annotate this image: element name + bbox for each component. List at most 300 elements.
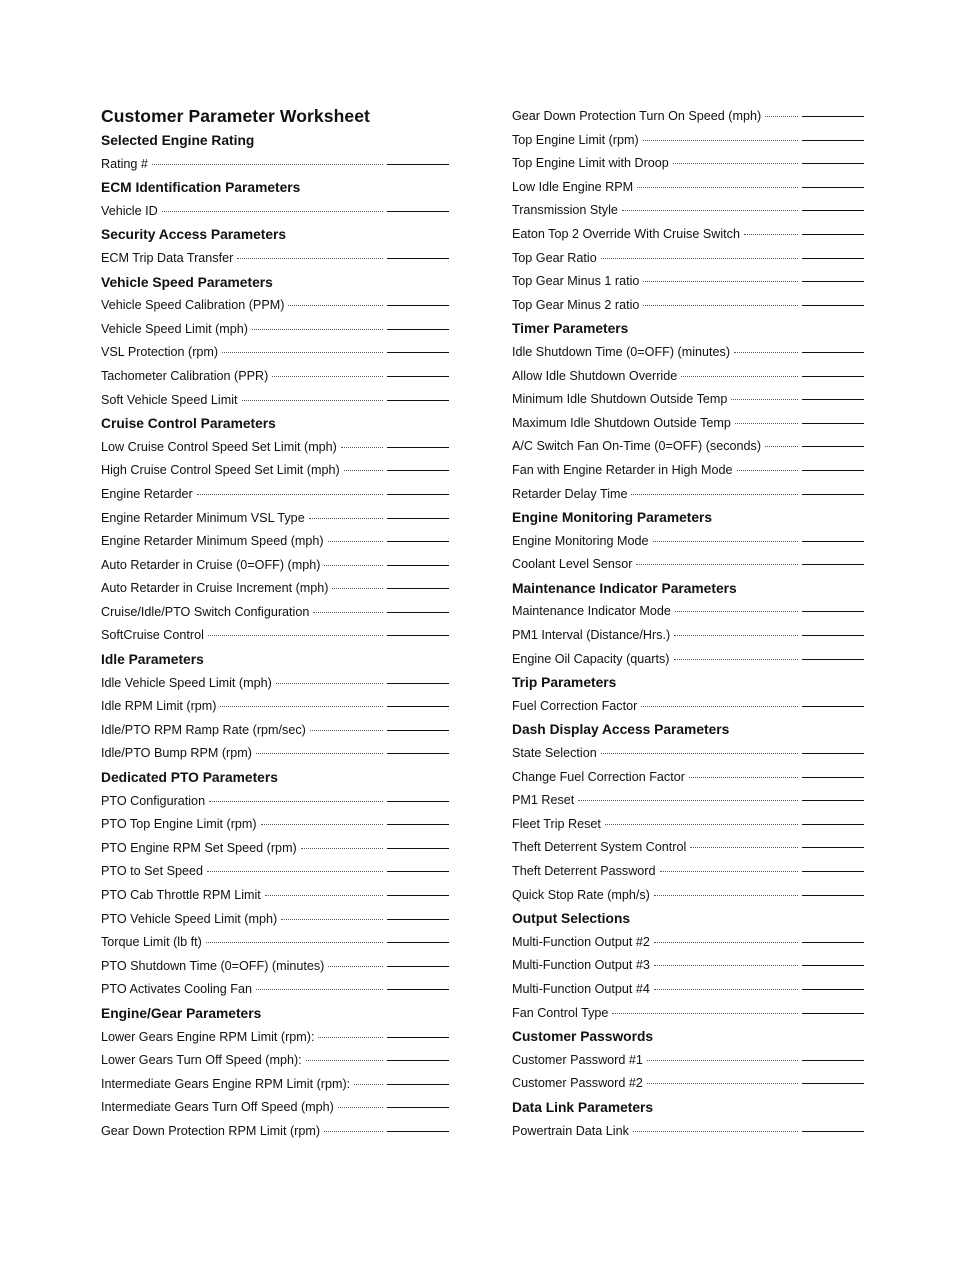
parameter-label: Lower Gears Engine RPM Limit (rpm): [101, 1029, 315, 1044]
dot-leader [162, 211, 383, 212]
dot-leader [261, 824, 383, 825]
parameter-value-blank[interactable] [387, 329, 449, 330]
parameter-row [512, 624, 864, 648]
parameter-row [101, 719, 449, 743]
dot-leader [673, 163, 798, 164]
parameter-value-blank[interactable] [802, 1083, 864, 1084]
parameter-row [101, 672, 449, 696]
parameter-label: Engine Monitoring Mode [512, 533, 649, 548]
parameter-label: PTO Engine RPM Set Speed (rpm) [101, 840, 297, 855]
dot-leader [222, 352, 383, 353]
dot-leader [653, 541, 798, 542]
parameter-label: PTO Top Engine Limit (rpm) [101, 817, 257, 832]
dot-leader [633, 1131, 798, 1132]
dot-leader [578, 800, 798, 801]
parameter-value-blank[interactable] [802, 659, 864, 660]
section-heading-timer-parameters: Timer Parameters [512, 321, 629, 337]
dot-leader [206, 942, 383, 943]
parameter-value-blank[interactable] [802, 871, 864, 872]
parameter-value-blank[interactable] [387, 612, 449, 613]
section-heading-data-link-parameters: Data Link Parameters [512, 1099, 654, 1115]
parameter-label: Vehicle Speed Calibration (PPM) [101, 298, 285, 313]
parameter-row [101, 507, 449, 531]
parameter-label: Top Gear Minus 2 ratio [512, 297, 640, 312]
parameter-row [101, 389, 449, 413]
parameter-value-blank[interactable] [387, 588, 449, 589]
dot-leader [674, 635, 798, 636]
parameter-row [512, 836, 864, 860]
parameter-value-blank[interactable] [802, 942, 864, 943]
dot-leader [689, 777, 798, 778]
parameter-row [101, 1120, 449, 1144]
parameter-row [512, 1120, 864, 1144]
dot-leader [207, 871, 383, 872]
parameter-row [101, 908, 449, 932]
parameter-row [512, 365, 864, 389]
dot-leader [309, 518, 383, 519]
parameter-label: Transmission Style [512, 203, 618, 218]
parameter-value-blank[interactable] [387, 518, 449, 519]
parameter-value-blank[interactable] [802, 281, 864, 282]
parameter-value-blank[interactable] [802, 611, 864, 612]
parameter-value-blank[interactable] [387, 1107, 449, 1108]
parameter-value-blank[interactable] [387, 164, 449, 165]
dot-leader [605, 824, 798, 825]
parameter-label: PM1 Reset [512, 793, 575, 808]
parameter-row [512, 530, 864, 554]
dot-leader [647, 1083, 798, 1084]
dot-leader [341, 447, 383, 448]
section-heading-customer-passwords: Customer Passwords [512, 1029, 654, 1045]
dot-leader [641, 706, 798, 707]
parameter-value-blank[interactable] [387, 871, 449, 872]
parameter-label: Vehicle ID [101, 203, 158, 218]
parameter-value-blank[interactable] [387, 801, 449, 802]
parameter-value-blank[interactable] [802, 564, 864, 565]
parameter-value-blank[interactable] [802, 470, 864, 471]
section-heading-dedicated-pto-parameters: Dedicated PTO Parameters [101, 770, 278, 786]
dot-leader [690, 847, 798, 848]
parameter-row [101, 601, 449, 625]
parameter-value-blank[interactable] [387, 211, 449, 212]
parameter-value-blank[interactable] [802, 777, 864, 778]
parameter-row [512, 766, 864, 790]
parameter-label: Retarder Delay Time [512, 486, 628, 501]
parameter-row [512, 483, 864, 507]
dot-leader [643, 140, 798, 141]
parameter-value-blank[interactable] [387, 730, 449, 731]
parameter-row [512, 247, 864, 271]
parameter-value-blank[interactable] [387, 494, 449, 495]
parameter-label: Low Idle Engine RPM [512, 179, 634, 194]
parameter-value-blank[interactable] [802, 494, 864, 495]
parameter-value-blank[interactable] [802, 895, 864, 896]
parameter-value-blank[interactable] [387, 258, 449, 259]
parameter-label: PTO Activates Cooling Fan [101, 982, 252, 997]
dot-leader [242, 400, 383, 401]
parameter-row [512, 176, 864, 200]
parameter-row [512, 388, 864, 412]
dot-leader [332, 588, 383, 589]
parameter-label: Multi-Function Output #4 [512, 981, 650, 996]
parameter-label: Customer Password #2 [512, 1076, 643, 1091]
parameter-value-blank[interactable] [802, 423, 864, 424]
parameter-value-blank[interactable] [802, 234, 864, 235]
parameter-value-blank[interactable] [387, 447, 449, 448]
parameter-label: Engine Retarder Minimum Speed (mph) [101, 534, 324, 549]
parameter-value-blank[interactable] [387, 305, 449, 306]
dot-leader [765, 116, 798, 117]
parameter-label: Auto Retarder in Cruise Increment (mph) [101, 581, 329, 596]
section-heading-cruise-control-parameters: Cruise Control Parameters [101, 416, 276, 432]
parameter-label: Change Fuel Correction Factor [512, 769, 685, 784]
section-heading-trip-parameters: Trip Parameters [512, 675, 617, 691]
dot-leader [208, 635, 383, 636]
parameter-label: Soft Vehicle Speed Limit [101, 392, 238, 407]
parameter-row [512, 270, 864, 294]
parameter-value-blank[interactable] [387, 895, 449, 896]
parameter-row [101, 247, 449, 271]
parameter-label: Engine Retarder Minimum VSL Type [101, 510, 305, 525]
parameter-label: Rating # [101, 156, 148, 171]
parameter-label: Gear Down Protection Turn On Speed (mph) [512, 109, 762, 123]
dot-leader [765, 446, 798, 447]
parameter-row [512, 199, 864, 223]
parameter-value-blank[interactable] [387, 824, 449, 825]
parameter-row [512, 341, 864, 365]
parameter-label: PTO Shutdown Time (0=OFF) (minutes) [101, 958, 325, 973]
parameter-row [101, 1049, 449, 1073]
dot-leader [256, 753, 383, 754]
section-heading-engine-monitoring-parameters: Engine Monitoring Parameters [512, 510, 713, 526]
section-heading-ecm-identification-parameters: ECM Identification Parameters [101, 180, 301, 196]
parameter-row [512, 129, 864, 153]
dot-leader [281, 919, 383, 920]
parameter-label: High Cruise Control Speed Set Limit (mph) [101, 463, 340, 478]
parameter-value-blank[interactable] [387, 565, 449, 566]
parameter-label: PTO Vehicle Speed Limit (mph) [101, 911, 278, 926]
parameter-label: Coolant Level Sensor [512, 557, 633, 572]
parameter-value-blank[interactable] [802, 140, 864, 141]
parameter-row [101, 459, 449, 483]
parameter-row [101, 860, 449, 884]
parameter-row [101, 837, 449, 861]
dot-leader [622, 210, 798, 211]
parameter-row [101, 1073, 449, 1097]
parameter-row [101, 955, 449, 979]
dot-leader [324, 1131, 383, 1132]
parameter-row [512, 1049, 864, 1073]
parameter-value-blank[interactable] [387, 919, 449, 920]
parameter-row [101, 1026, 449, 1050]
parameter-label: Idle Shutdown Time (0=OFF) (minutes) [512, 344, 731, 359]
parameter-label: Tachometer Calibration (PPR) [101, 368, 269, 383]
parameter-row [512, 931, 864, 955]
dot-leader [220, 706, 383, 707]
parameter-row [101, 577, 449, 601]
parameter-row [512, 294, 864, 318]
parameter-value-blank[interactable] [802, 1060, 864, 1061]
parameter-row [101, 742, 449, 766]
dot-leader [209, 801, 383, 802]
parameter-label: Fuel Correction Factor [512, 698, 638, 713]
parameter-value-blank[interactable] [387, 848, 449, 849]
dot-leader [674, 659, 799, 660]
parameter-label: PTO Configuration [101, 793, 206, 808]
parameter-row [512, 884, 864, 908]
dot-leader [734, 352, 798, 353]
dot-leader [647, 1060, 798, 1061]
parameter-row [512, 742, 864, 766]
parameter-row [512, 954, 864, 978]
parameter-row [101, 365, 449, 389]
parameter-value-blank[interactable] [387, 352, 449, 353]
parameter-row [101, 813, 449, 837]
dot-leader [328, 966, 383, 967]
parameter-label: ECM Trip Data Transfer [101, 250, 234, 265]
parameter-row [101, 790, 449, 814]
left-column [101, 103, 449, 1144]
parameter-value-blank[interactable] [387, 635, 449, 636]
parameter-value-blank[interactable] [802, 187, 864, 188]
parameter-label: State Selection [512, 746, 597, 761]
dot-leader [737, 470, 798, 471]
dot-leader [276, 683, 383, 684]
dot-leader [272, 376, 383, 377]
parameter-value-blank[interactable] [387, 683, 449, 684]
parameter-value-blank[interactable] [802, 824, 864, 825]
dot-leader [654, 965, 798, 966]
parameter-value-blank[interactable] [802, 541, 864, 542]
parameter-value-blank[interactable] [802, 376, 864, 377]
parameter-value-blank[interactable] [802, 706, 864, 707]
parameter-value-blank[interactable] [387, 942, 449, 943]
parameter-row [101, 483, 449, 507]
parameter-value-blank[interactable] [802, 1013, 864, 1014]
dot-leader [601, 258, 798, 259]
parameter-value-blank[interactable] [802, 446, 864, 447]
dot-leader [643, 305, 798, 306]
parameter-label: Auto Retarder in Cruise (0=OFF) (mph) [101, 557, 321, 572]
parameter-value-blank[interactable] [387, 706, 449, 707]
parameter-value-blank[interactable] [387, 470, 449, 471]
parameter-label: Top Engine Limit with Droop [512, 156, 669, 171]
dot-leader [675, 611, 798, 612]
parameter-value-blank[interactable] [802, 635, 864, 636]
parameter-value-blank[interactable] [802, 116, 864, 117]
parameter-label: Quick Stop Rate (mph/s) [512, 887, 650, 902]
parameter-label: VSL Protection (rpm) [101, 345, 219, 360]
parameter-row [101, 200, 449, 224]
parameter-label: Torque Limit (lb ft) [101, 935, 202, 950]
parameter-value-blank[interactable] [802, 399, 864, 400]
parameter-value-blank[interactable] [802, 1131, 864, 1132]
dot-leader [301, 848, 383, 849]
parameter-value-blank[interactable] [802, 965, 864, 966]
parameter-value-blank[interactable] [387, 1060, 449, 1061]
parameter-label: Multi-Function Output #3 [512, 958, 650, 973]
parameter-label: A/C Switch Fan On-Time (0=OFF) (seconds) [512, 439, 762, 454]
dot-leader [237, 258, 383, 259]
parameter-label: Fan with Engine Retarder in High Mode [512, 462, 733, 477]
section-heading-output-selections: Output Selections [512, 911, 631, 927]
parameter-label: Idle/PTO RPM Ramp Rate (rpm/sec) [101, 722, 306, 737]
dot-leader [318, 1037, 383, 1038]
parameter-value-blank[interactable] [387, 989, 449, 990]
dot-leader [256, 989, 383, 990]
parameter-value-blank[interactable] [387, 541, 449, 542]
parameter-row [512, 553, 864, 577]
parameter-value-blank[interactable] [802, 163, 864, 164]
parameter-label: Intermediate Gears Engine RPM Limit (rpm): [101, 1076, 351, 1091]
parameter-value-blank[interactable] [802, 210, 864, 211]
parameter-row [512, 435, 864, 459]
dot-leader [643, 281, 798, 282]
parameter-label: PM1 Interval (Distance/Hrs.) [512, 628, 671, 643]
parameter-label: Minimum Idle Shutdown Outside Temp [512, 392, 728, 407]
parameter-row [101, 153, 449, 177]
parameter-row [101, 978, 449, 1002]
parameter-row [512, 1002, 864, 1026]
section-heading-engine-gear-parameters: Engine/Gear Parameters [101, 1005, 262, 1021]
parameter-value-blank[interactable] [387, 1037, 449, 1038]
parameter-row [512, 648, 864, 672]
dot-leader [612, 1013, 798, 1014]
parameter-value-blank[interactable] [802, 753, 864, 754]
parameter-row [101, 1096, 449, 1120]
parameter-value-blank[interactable] [387, 400, 449, 401]
parameter-row [512, 860, 864, 884]
parameter-label: Maintenance Indicator Mode [512, 604, 671, 619]
parameter-row [512, 978, 864, 1002]
parameter-row [101, 318, 449, 342]
section-heading-maintenance-indicator-parameters: Maintenance Indicator Parameters [512, 580, 737, 596]
dot-leader [636, 564, 798, 565]
parameter-label: Low Cruise Control Speed Set Limit (mph) [101, 439, 337, 454]
parameter-label: Idle/PTO Bump RPM (rpm) [101, 746, 252, 761]
parameter-row [101, 884, 449, 908]
dot-leader [310, 730, 383, 731]
parameter-row [512, 223, 864, 247]
parameter-value-blank[interactable] [802, 305, 864, 306]
dot-leader [654, 942, 798, 943]
dot-leader [660, 871, 799, 872]
parameter-row [101, 695, 449, 719]
dot-leader [313, 612, 383, 613]
parameter-row [512, 789, 864, 813]
dot-leader [654, 895, 798, 896]
parameter-value-blank[interactable] [387, 376, 449, 377]
parameter-label: Idle RPM Limit (rpm) [101, 699, 217, 714]
section-heading-vehicle-speed-parameters: Vehicle Speed Parameters [101, 274, 273, 290]
parameter-label: Maximum Idle Shutdown Outside Temp [512, 415, 731, 430]
parameter-label: Engine Oil Capacity (quarts) [512, 651, 670, 666]
parameter-label: Powertrain Data Link [512, 1123, 629, 1138]
parameter-value-blank[interactable] [802, 989, 864, 990]
page-title: Customer Parameter Worksheet [101, 106, 370, 126]
dot-leader [735, 423, 798, 424]
parameter-label: Theft Deterrent System Control [512, 840, 687, 855]
parameter-label: Fleet Trip Reset [512, 816, 601, 831]
parameter-row [512, 600, 864, 624]
parameter-label: Engine Retarder [101, 486, 193, 501]
dot-leader [252, 329, 383, 330]
parameter-label: PTO to Set Speed [101, 864, 203, 879]
parameter-label: Multi-Function Output #2 [512, 934, 650, 949]
dot-leader [344, 470, 383, 471]
section-heading-selected-engine-rating: Selected Engine Rating [101, 133, 255, 148]
dot-leader [328, 541, 383, 542]
dot-leader [288, 305, 383, 306]
parameter-value-blank[interactable] [387, 966, 449, 967]
section-heading-security-access-parameters: Security Access Parameters [101, 227, 287, 243]
parameter-row [101, 530, 449, 554]
parameter-label: Eaton Top 2 Override With Cruise Switch [512, 226, 740, 241]
dot-leader [744, 234, 798, 235]
parameter-label: Top Gear Minus 1 ratio [512, 274, 640, 289]
parameter-label: Lower Gears Turn Off Speed (mph): [101, 1053, 302, 1068]
parameter-row [101, 554, 449, 578]
section-heading-idle-parameters: Idle Parameters [101, 652, 204, 668]
parameter-label: Idle Vehicle Speed Limit (mph) [101, 675, 272, 690]
parameter-label: SoftCruise Control [101, 628, 204, 643]
parameter-value-blank[interactable] [802, 352, 864, 353]
dot-leader [731, 399, 798, 400]
dot-leader [637, 187, 798, 188]
section-heading-dash-display-access-parameters: Dash Display Access Parameters [512, 722, 730, 738]
dot-leader [631, 494, 798, 495]
parameter-label: Allow Idle Shutdown Override [512, 368, 678, 383]
parameter-label: Theft Deterrent Password [512, 864, 656, 878]
dot-leader [681, 376, 798, 377]
parameter-row [512, 695, 864, 719]
dot-leader [338, 1107, 383, 1108]
parameter-value-blank[interactable] [387, 753, 449, 754]
dot-leader [324, 565, 383, 566]
parameter-row [512, 152, 864, 176]
parameter-row [101, 624, 449, 648]
parameter-label: Customer Password #1 [512, 1052, 643, 1067]
parameter-value-blank[interactable] [387, 1131, 449, 1132]
parameter-row [512, 459, 864, 483]
parameter-row [101, 294, 449, 318]
parameter-value-blank[interactable] [802, 800, 864, 801]
parameter-label: Top Engine Limit (rpm) [512, 132, 639, 147]
parameter-row [512, 1072, 864, 1096]
parameter-value-blank[interactable] [802, 847, 864, 848]
dot-leader [197, 494, 383, 495]
parameter-row [512, 813, 864, 837]
parameter-value-blank[interactable] [387, 1084, 449, 1085]
parameter-row [512, 412, 864, 436]
parameter-label: PTO Cab Throttle RPM Limit [101, 888, 261, 902]
parameter-label: Top Gear Ratio [512, 250, 597, 265]
parameter-row [101, 341, 449, 365]
parameter-label: Cruise/Idle/PTO Switch Configuration [101, 604, 310, 619]
dot-leader [654, 989, 798, 990]
parameter-label: Gear Down Protection RPM Limit (rpm) [101, 1123, 321, 1138]
parameter-value-blank[interactable] [802, 258, 864, 259]
right-column [512, 105, 864, 1143]
dot-leader [265, 895, 383, 896]
parameter-row [101, 931, 449, 955]
dot-leader [601, 753, 798, 754]
parameter-label: Intermediate Gears Turn Off Speed (mph) [101, 1100, 334, 1115]
dot-leader [152, 164, 383, 165]
dot-leader [306, 1060, 383, 1061]
parameter-row [101, 436, 449, 460]
parameter-label: Fan Control Type [512, 1005, 609, 1020]
